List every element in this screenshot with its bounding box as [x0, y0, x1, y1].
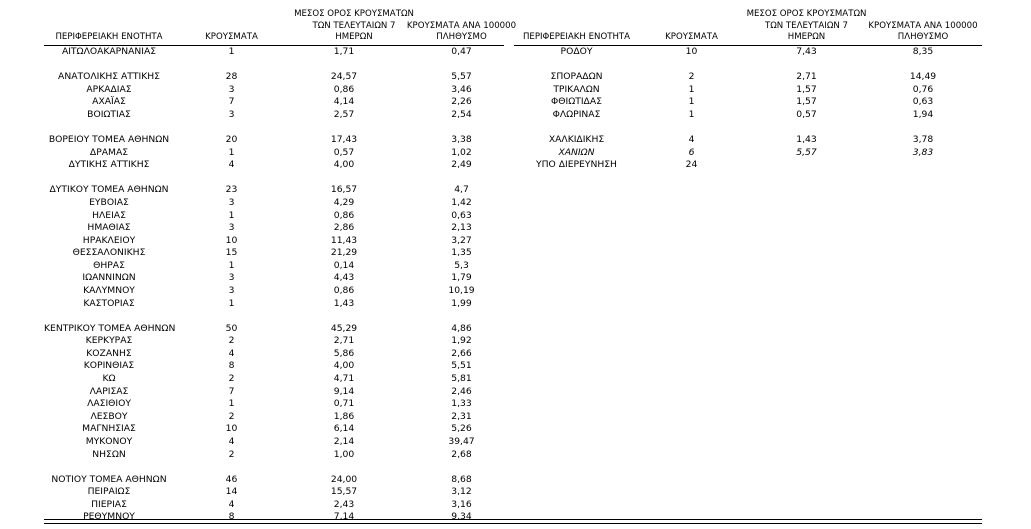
per100k-cell: 14,49 [909, 71, 937, 83]
region-cell: ΘΕΣΣΑΛΟΝΙΚΗΣ [72, 247, 146, 259]
cases-cell: 3 [228, 272, 235, 284]
region-cell: ΤΡΙΚΑΛΩΝ [553, 83, 600, 95]
avg-cell: 6,14 [333, 423, 355, 435]
avg-cell: 4,43 [333, 272, 355, 284]
cases-cell: 8 [228, 360, 235, 372]
table-body [514, 46, 982, 172]
table-row [44, 499, 504, 512]
cases-cell: 50 [225, 322, 238, 334]
region-cell: ΔΡΑΜΑΣ [89, 146, 129, 158]
table-row [44, 197, 504, 210]
cases-cell: 6 [688, 146, 695, 158]
table-header [44, 0, 517, 45]
per100k-header [864, 21, 982, 43]
cases-cell: 46 [225, 473, 238, 485]
per100k-cell: 39,47 [448, 435, 475, 447]
region-cell: ΕΥΒΟΙΑΣ [89, 196, 129, 208]
per100k-header-line1: ΚΡΟΥΣΜΑΤΑ ΑΝΑ 100000 [868, 20, 978, 31]
region-cell: ΠΙΕΡΙΑΣ [91, 498, 127, 510]
table-row [514, 159, 982, 172]
per100k-cell: 0,63 [912, 96, 934, 108]
avg-cell: 15,57 [330, 486, 358, 498]
spacer-row [514, 121, 982, 134]
table-row [44, 184, 504, 197]
per100k-cell: 1,94 [912, 108, 934, 120]
per100k-cell: 2,26 [451, 96, 472, 108]
region-cell: ΑΝΑΤΟΛΙΚΗΣ ΑΤΤΙΚΗΣ [58, 71, 160, 83]
region-cell: ΚΟΖΑΝΗΣ [86, 347, 132, 359]
avg-cell: 21,29 [330, 247, 358, 259]
table-row [44, 386, 504, 399]
table-row [44, 360, 504, 373]
cases-header: ΚΡΟΥΣΜΑΤΑ [665, 31, 718, 42]
per100k-cell: 1,99 [451, 297, 472, 309]
region-cell: ΣΠΟΡΑΔΩΝ [550, 71, 603, 83]
table-row [44, 247, 504, 260]
per100k-cell: 10,19 [448, 284, 475, 296]
avg-cell: 24,00 [330, 473, 358, 485]
cases-cell: 1 [688, 108, 695, 120]
cases-cell: 1 [228, 46, 235, 57]
per100k-cell: 3,27 [451, 234, 472, 246]
per100k-cell: 2,68 [451, 448, 472, 460]
avg-cell: 2,71 [333, 335, 355, 347]
avg-cell: 1,86 [333, 410, 355, 422]
per100k-cell: 3,78 [912, 134, 934, 146]
avg-cell: 2,57 [333, 108, 355, 120]
per100k-header-line2: ΠΛΗΘΥΣΜΟ [436, 31, 487, 42]
spacer-row [44, 59, 504, 72]
region-cell: ΔΥΤΙΚΟΥ ΤΟΜΕΑ ΑΘΗΝΩΝ [49, 184, 169, 196]
region-cell: ΧΑΛΚΙΔΙΚΗΣ [548, 134, 605, 146]
avg-header [744, 9, 869, 43]
region-header: ΠΕΡΙΦΕΡΕΙΑΚΗ ΕΝΟΤΗΤΑ [55, 31, 163, 42]
per100k-cell: 1,02 [451, 146, 472, 158]
per100k-cell: 0,47 [451, 46, 472, 57]
avg-cell: 1,57 [796, 96, 817, 108]
region-cell: ΠΕΙΡΑΙΩΣ [87, 486, 131, 498]
region-cell: ΜΑΓΝΗΣΙΑΣ [82, 423, 136, 435]
region-cell: ΝΟΤΙΟΥ ΤΟΜΕΑ ΑΘΗΝΩΝ [51, 473, 167, 485]
table-row [44, 436, 504, 449]
cases-cell: 2 [228, 373, 235, 385]
table-row [44, 84, 504, 97]
region-cell: ΗΡΑΚΛΕΙΟΥ [82, 234, 136, 246]
region-cell: ΒΟΙΩΤΙΑΣ [87, 108, 131, 120]
cases-cell: 1 [688, 96, 695, 108]
cases-cell: 1 [228, 398, 235, 410]
table-row [44, 348, 504, 361]
avg-cell: 11,43 [330, 234, 358, 246]
per100k-cell: 8,68 [451, 473, 472, 485]
per100k-cell: 9,34 [451, 511, 472, 523]
avg-cell: 2,86 [333, 222, 355, 234]
region-cell: ΧΑΝΙΩΝ [558, 146, 595, 158]
per100k-header-line2: ΠΛΗΘΥΣΜΟ [897, 31, 949, 42]
per100k-cell: 1,42 [451, 196, 472, 208]
cases-cell: 3 [228, 108, 235, 120]
avg-cell: 1,57 [796, 83, 817, 95]
avg-header-line1: ΜΕΣΟΣ ΟΡΟΣ ΚΡΟΥΣΜΑΤΩΝ [294, 9, 414, 20]
region-cell: ΒΟΡΕΙΟΥ ΤΟΜΕΑ ΑΘΗΝΩΝ [48, 134, 170, 146]
per100k-cell: 1,35 [451, 247, 472, 259]
avg-header-line3: ΗΜΕΡΩΝ [335, 31, 373, 42]
region-cell: ΔΥΤΙΚΗΣ ΑΤΤΙΚΗΣ [68, 159, 150, 171]
table-row [44, 285, 504, 298]
table-row [44, 486, 504, 499]
avg-cell: 4,00 [333, 360, 355, 372]
avg-cell: 4,14 [333, 96, 355, 108]
cases-cell: 2 [228, 410, 235, 422]
table-row [44, 373, 504, 386]
per100k-cell: 0,63 [451, 209, 472, 221]
cases-cell: 4 [228, 435, 235, 447]
cases-cell: 4 [228, 498, 235, 510]
table-header [514, 0, 982, 45]
table-row [44, 474, 504, 487]
per100k-header [404, 21, 519, 43]
table-row [44, 398, 504, 411]
table-row [44, 222, 504, 235]
avg-cell: 0,86 [333, 83, 355, 95]
per100k-cell: 1,33 [451, 398, 472, 410]
per100k-cell: 2,31 [451, 410, 472, 422]
table-row [44, 235, 504, 248]
table-row [44, 449, 504, 462]
cases-table-right [514, 0, 982, 172]
region-cell: ΘΗΡΑΣ [93, 259, 125, 271]
per100k-cell: 0,76 [912, 83, 934, 95]
avg-cell: 9,14 [333, 385, 355, 397]
cases-cell: 2 [228, 448, 235, 460]
cases-cell: 1 [228, 259, 235, 271]
region-cell: ΦΛΩΡΙΝΑΣ [552, 108, 601, 120]
table-row [44, 272, 504, 285]
avg-cell: 0,86 [333, 284, 355, 296]
per100k-header-line1: ΚΡΟΥΣΜΑΤΑ ΑΝΑ 100000 [406, 20, 517, 31]
avg-cell: 0,57 [333, 146, 355, 158]
avg-header-line2: ΤΩΝ ΤΕΛΕΥΤΑΙΩΝ 7 [312, 20, 396, 31]
region-cell: ΙΩΑΝΝΙΝΩΝ [82, 272, 136, 284]
avg-cell: 16,57 [330, 184, 358, 196]
spacer-row [44, 121, 504, 134]
table-row [44, 46, 504, 59]
per100k-cell: 4,86 [451, 322, 472, 334]
region-cell: ΚΩ [102, 373, 116, 385]
region-cell: ΛΕΣΒΟΥ [90, 410, 128, 422]
table-row [44, 260, 504, 273]
table-row [44, 134, 504, 147]
cases-cell: 10 [225, 423, 238, 435]
cases-cell: 3 [228, 284, 235, 296]
table-row [44, 298, 504, 311]
cases-cell: 4 [688, 134, 695, 146]
per100k-cell: 5,57 [451, 71, 472, 83]
avg-cell: 0,57 [796, 108, 817, 120]
avg-cell: 0,14 [333, 259, 355, 271]
table-row [44, 147, 504, 160]
avg-header-line1: ΜΕΣΟΣ ΟΡΟΣ ΚΡΟΥΣΜΑΤΩΝ [746, 9, 867, 20]
table-row [514, 84, 982, 97]
table-row [44, 159, 504, 172]
table-body [44, 46, 504, 524]
spacer-row [44, 461, 504, 474]
per100k-cell: 2,13 [451, 222, 472, 234]
per100k-cell: 5,51 [451, 360, 472, 372]
per100k-cell: 5,3 [454, 259, 469, 271]
cases-cell: 28 [225, 71, 238, 83]
region-cell: ΥΠΟ ΔΙΕΡΕΥΝΗΣΗ [536, 159, 617, 171]
table-row [514, 109, 982, 122]
cases-cell: 8 [228, 511, 235, 523]
per100k-cell: 3,12 [451, 486, 472, 498]
region-cell: ΡΟΔΟΥ [560, 46, 593, 57]
table-row [44, 71, 504, 84]
per100k-cell: 5,26 [451, 423, 472, 435]
avg-cell: 45,29 [330, 322, 358, 334]
cases-cell: 7 [228, 96, 235, 108]
cases-header: ΚΡΟΥΣΜΑΤΑ [205, 31, 258, 42]
table-row [514, 134, 982, 147]
cases-cell: 10 [225, 234, 238, 246]
per100k-cell: 4,7 [454, 184, 469, 196]
cases-cell: 15 [225, 247, 238, 259]
avg-cell: 4,71 [333, 373, 355, 385]
avg-cell: 2,14 [333, 435, 355, 447]
per100k-cell: 5,81 [451, 373, 472, 385]
cases-cell: 20 [225, 134, 238, 146]
avg-header-line2: ΤΩΝ ΤΕΛΕΥΤΑΙΩΝ 7 [764, 20, 849, 31]
avg-header [284, 9, 424, 43]
cases-cell: 3 [228, 222, 235, 234]
per100k-cell: 1,79 [451, 272, 472, 284]
cases-cell: 1 [228, 146, 235, 158]
table-row [44, 96, 504, 109]
region-cell: ΝΗΣΩΝ [92, 448, 126, 460]
avg-cell: 5,57 [796, 146, 817, 158]
avg-cell: 7,43 [796, 46, 817, 57]
table-row [514, 147, 982, 160]
region-cell: ΗΜΑΘΙΑΣ [87, 222, 131, 234]
avg-cell: 4,00 [333, 159, 355, 171]
region-cell: ΚΑΛΥΜΝΟΥ [83, 284, 135, 296]
cases-cell: 3 [228, 196, 235, 208]
table-row [44, 109, 504, 122]
spacer-row [514, 59, 982, 72]
avg-cell: 2,71 [796, 71, 817, 83]
region-cell: ΚΟΡΙΝΘΙΑΣ [83, 360, 135, 372]
per100k-cell: 1,92 [451, 335, 472, 347]
avg-cell: 5,86 [333, 347, 355, 359]
table-row [44, 423, 504, 436]
region-cell: ΛΑΡΙΣΑΣ [89, 385, 129, 397]
region-header: ΠΕΡΙΦΕΡΕΙΑΚΗ ΕΝΟΤΗΤΑ [522, 31, 631, 42]
table-bottom-rule [44, 519, 982, 524]
avg-cell: 0,71 [333, 398, 355, 410]
per100k-cell: 3,38 [451, 134, 472, 146]
per100k-cell: 2,46 [451, 385, 472, 397]
region-cell: ΑΡΚΑΔΙΑΣ [86, 83, 132, 95]
cases-cell: 4 [228, 159, 235, 171]
table-row [44, 210, 504, 223]
per100k-cell: 2,66 [451, 347, 472, 359]
avg-cell: 7,14 [333, 511, 355, 523]
table-row [514, 46, 982, 59]
cases-cell: 1 [228, 297, 235, 309]
cases-cell: 3 [228, 83, 235, 95]
region-cell: ΡΕΘΥΜΝΟΥ [83, 511, 135, 523]
region-cell: ΦΘΙΩΤΙΔΑΣ [551, 96, 602, 108]
table-row [44, 323, 504, 336]
avg-cell: 17,43 [330, 134, 358, 146]
region-cell: ΗΛΕΙΑΣ [92, 209, 126, 221]
table-row [44, 411, 504, 424]
cases-table-left [44, 0, 517, 524]
avg-cell: 1,00 [333, 448, 355, 460]
cases-cell: 23 [225, 184, 238, 196]
table-row [44, 335, 504, 348]
cases-cell: 1 [228, 209, 235, 221]
region-cell: ΚΑΣΤΟΡΙΑΣ [83, 297, 135, 309]
per100k-cell: 2,49 [451, 159, 472, 171]
spacer-row [44, 172, 504, 185]
region-cell: ΛΑΣΙΘΙΟΥ [87, 398, 131, 410]
region-cell: ΜΥΚΟΝΟΥ [85, 435, 133, 447]
avg-cell: 1,43 [333, 297, 355, 309]
region-cell: ΚΕΡΚΥΡΑΣ [85, 335, 133, 347]
table-row [514, 96, 982, 109]
cases-cell: 10 [685, 46, 698, 57]
per100k-cell: 3,83 [912, 146, 934, 158]
per100k-cell: 3,16 [451, 498, 472, 510]
avg-cell: 24,57 [330, 71, 358, 83]
avg-cell: 4,29 [333, 196, 355, 208]
cases-cell: 2 [688, 71, 695, 83]
region-cell: ΑΧΑΪΑΣ [92, 96, 126, 108]
table-row [514, 71, 982, 84]
cases-cell: 2 [228, 335, 235, 347]
cases-cell: 7 [228, 385, 235, 397]
avg-cell: 1,43 [796, 134, 817, 146]
avg-cell: 0,86 [333, 209, 355, 221]
per100k-cell: 3,46 [451, 83, 472, 95]
avg-cell: 1,71 [333, 46, 355, 57]
per100k-cell: 2,54 [451, 108, 472, 120]
per100k-cell: 8,35 [912, 46, 934, 57]
avg-cell: 2,43 [333, 498, 355, 510]
cases-cell: 24 [685, 159, 698, 171]
cases-cell: 1 [688, 83, 695, 95]
avg-header-line3: ΗΜΕΡΩΝ [787, 31, 826, 42]
cases-cell: 14 [225, 486, 238, 498]
spacer-row [44, 310, 504, 323]
region-cell: ΑΙΤΩΛΟΑΚΑΡΝΑΝΙΑΣ [61, 46, 157, 57]
region-cell: ΚΕΝΤΡΙΚΟΥ ΤΟΜΕΑ ΑΘΗΝΩΝ [44, 322, 176, 334]
cases-cell: 4 [228, 347, 235, 359]
